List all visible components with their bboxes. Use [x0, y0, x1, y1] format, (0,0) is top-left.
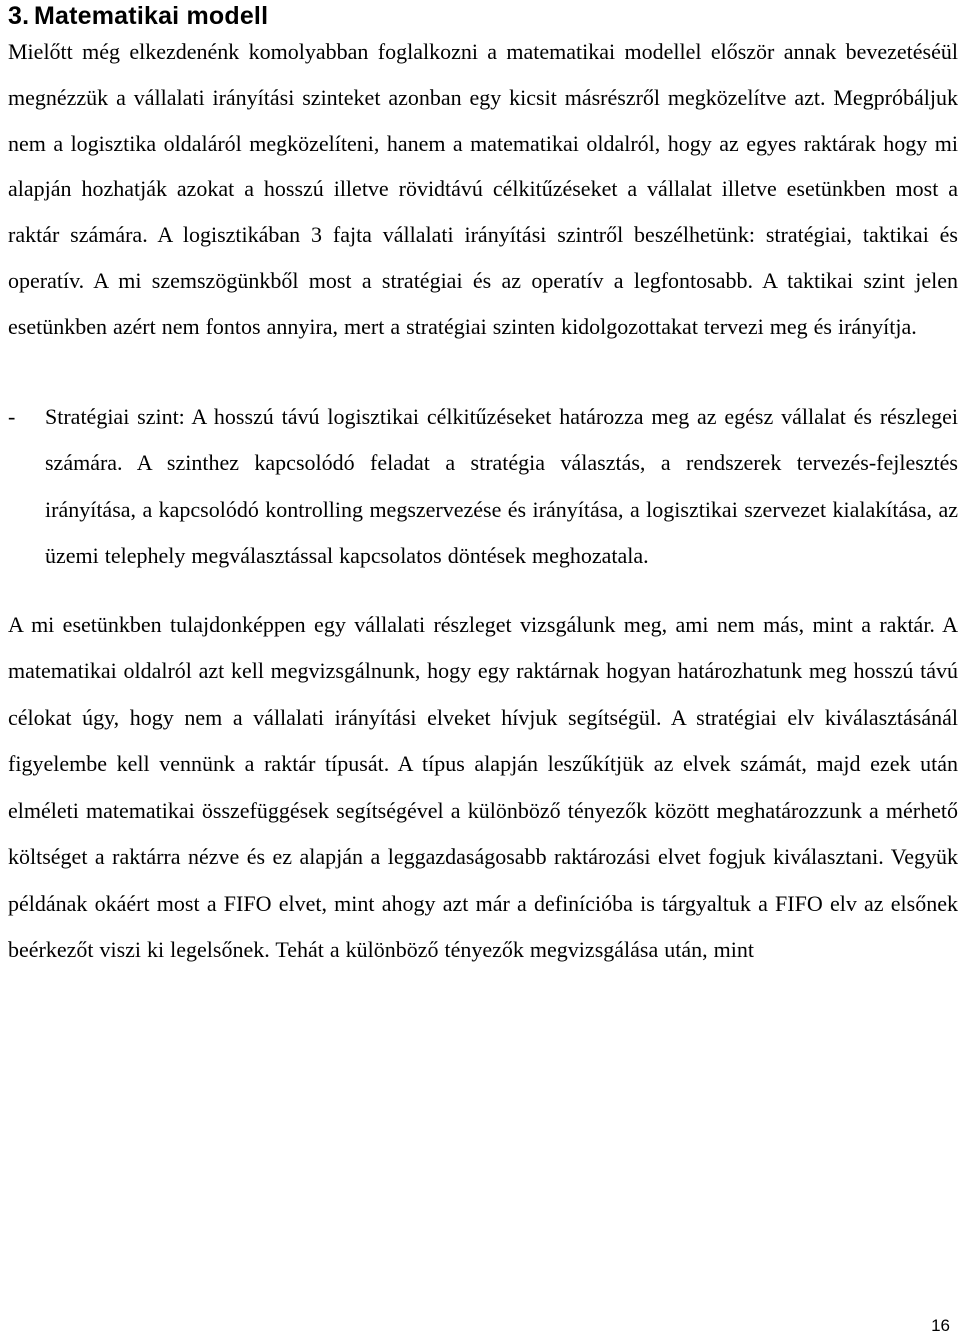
bullet-item-text: Stratégiai szint: A hosszú távú logisztikai célkitűzéseket határozza meg az egész vállalat és részlegei számára. A szinthez kapcsolódó feladat a stratégia választás, a rendszerek tervezés-fejlesztés irányítása, a kapcsolódó kontrolling megszervezése és irányítása, a logisztikai szervezet kialakítása, az üzemi telephely megválasztással kapcsolatos döntések meghozatala.: [45, 403, 958, 569]
document-page: [8, 0, 958, 974]
paragraph-gap: [8, 580, 958, 602]
bullet-dash: -: [8, 403, 16, 429]
bullet-item-strategic-level: [8, 394, 958, 580]
paragraph-gap: [8, 350, 958, 394]
page-number: 16: [931, 1316, 950, 1335]
section-title: Matematikai modell: [34, 2, 269, 30]
section-heading: [8, 0, 958, 32]
intro-paragraph: Mielőtt még elkezdenénk komolyabban foglalkozni a matematikai modellel először annak bevezetéséül megnézzük a vállalati irányítási szinteket azonban egy kicsit másrészről megközelítve azt. Megpróbáljuk nem a logisztika oldaláról megközelíteni, hanem a matematikai oldalról, hogy az egyes raktárak hogy mi alapján hozhatják azokat a hosszú illetve rövidtávú célkitűzéseket a vállalat illetve esetünkben most a raktár számára. A logisztikában 3 fajta vállalati irányítási szintről beszélhetünk: stratégiai, taktikai és operatív. A mi szemszögünkből most a stratégiai és az operatív a legfontosabb. A taktikai szint jelen esetünkben azért nem fontos annyira, mert a stratégiai szinten kidolgozottakat tervezi meg és irányítja.: [8, 39, 958, 339]
section-number: 3.: [8, 2, 30, 30]
main-paragraph: A mi esetünkben tulajdonképpen egy vállalati részleget vizsgálunk meg, ami nem más, mint a raktár. A matematikai oldalról azt kell megvizsgálnunk, hogy egy raktárnak hogyan határozhatunk meg hosszú távú célokat úgy, hogy nem a vállalati irányítási elveket hívjuk segítségül. A stratégiai elv kiválasztásánál figyelembe kell vennünk a raktár típusát. A típus alapján leszűkítjük az elvek számát, majd ezek után elméleti matematikai összefüggések segítségével a különböző tényezők között meghatározzunk a mérhető költséget a raktárra nézve és ez alapján a leggazdaságosabb raktározási elvet fogjuk kiválasztani. Vegyük példának okáért most a FIFO elvet, mint ahogy azt már a definícióba is tárgyaltuk a FIFO elv az elsőnek beérkezőt viszi ki legelsőnek. Tehát a különböző tényezők megvizsgálása után, mint: [8, 611, 958, 963]
